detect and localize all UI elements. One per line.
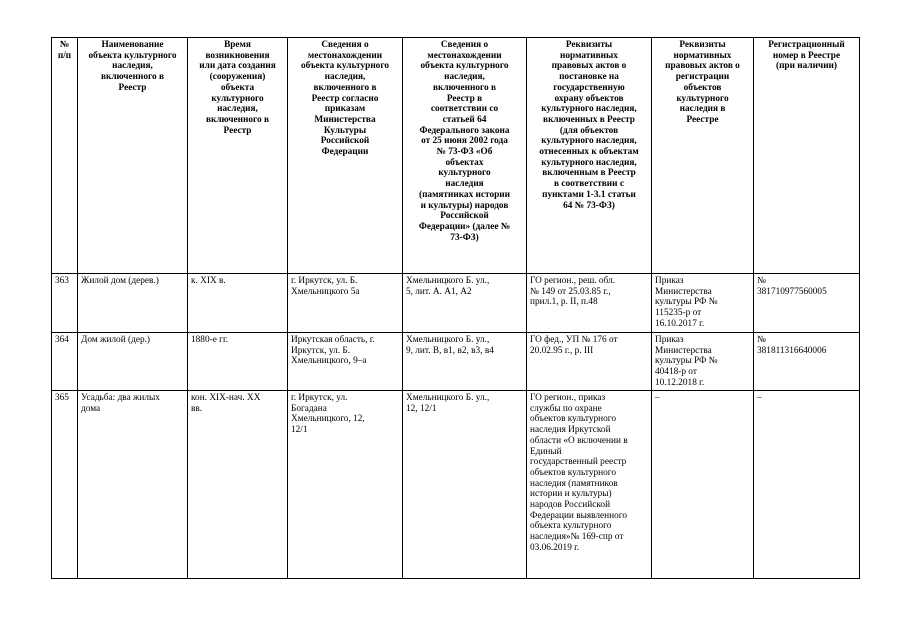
cell-protection-acts: ГО регион., реш. обл. № 149 от 25.03.85 г., прил.1, р. II, п.48 [527, 274, 652, 333]
cell-number: 363 [52, 274, 78, 333]
header-object-name: Наименование объекта культурного наследия, включенного в Реестр [78, 38, 188, 274]
cell-registration-acts: Приказ Министерства культуры РФ № 115235-р от 16.10.2017 г. [652, 274, 754, 333]
cell-location-ministry: Иркутская область, г. Иркутск, ул. Б. Хмельницкого, 9–а [288, 333, 403, 391]
header-location-ministry: Сведения о местонахождении объекта культурного наследия, включенного в Реестр согласно приказам Министерства Культуры Российской Федерации [288, 38, 403, 274]
cell-location-law: Хмельницкого Б. ул., 9, лит. В, в1, в2, в3, в4 [403, 333, 527, 391]
table-row [52, 274, 860, 333]
cell-registration-number: № 381811316640006 [754, 333, 860, 391]
cell-creation-date: к. XIX в. [188, 274, 288, 333]
cell-location-law: Хмельницкого Б. ул., 12, 12/1 [403, 391, 527, 579]
cell-creation-date: 1880-е гг. [188, 333, 288, 391]
cell-number: 364 [52, 333, 78, 391]
heritage-registry-table [51, 37, 860, 579]
header-registration-number: Регистрационный номер в Реестре (при наличии) [754, 38, 860, 274]
table-row [52, 333, 860, 391]
header-registration-acts: Реквизиты нормативных правовых актов о регистрации объектов культурного наследия в Реестре [652, 38, 754, 274]
header-creation-date: Время возникновения или дата создания (сооружения) объекта культурного наследия, включенного в Реестр [188, 38, 288, 274]
cell-registration-number: – [754, 391, 860, 579]
cell-creation-date: кон. XIX-нач. XX вв. [188, 391, 288, 579]
cell-object-name: Дом жилой (дер.) [78, 333, 188, 391]
header-number: № п/п [52, 38, 78, 274]
cell-location-law: Хмельницкого Б. ул., 5, лит. А. А1, А2 [403, 274, 527, 333]
cell-protection-acts: ГО фед., УП № 176 от 20.02.95 г., р. III [527, 333, 652, 391]
cell-location-ministry: г. Иркутск, ул. Б. Хмельницкого 5а [288, 274, 403, 333]
header-protection-acts: Реквизиты нормативных правовых актов о постановке на государственную охрану объектов культурного наследия, включенных в Реестр (для объектов культурного наследия, отнесенных к объектам культурного наследия, включенным в Реестр в соответствии с пунктами 1-3.1 статьи 64 № 73-ФЗ) [527, 38, 652, 274]
cell-registration-acts: Приказ Министерства культуры РФ № 40418-р от 10.12.2018 г. [652, 333, 754, 391]
table-row [52, 391, 860, 579]
cell-object-name: Жилой дом (дерев.) [78, 274, 188, 333]
header-location-law: Сведения о местонахождении объекта культурного наследия, включенного в Реестр в соответствии со статьей 64 Федерального закона от 25 июня 2002 года № 73-ФЗ «Об объектах культурного наследия (памятниках истории и культуры) народов Российской Федерации» (далее № 73-ФЗ) [403, 38, 527, 274]
cell-number: 365 [52, 391, 78, 579]
cell-registration-number: № 381710977560005 [754, 274, 860, 333]
cell-registration-acts: – [652, 391, 754, 579]
table-header-row [52, 38, 860, 274]
cell-protection-acts: ГО регион., приказ службы по охране объектов культурного наследия Иркутской области «О включении в Единый государственный реестр объектов культурного наследия (памятников истории и культуры) народов Российской Федерации выявленного объекта культурного наследия»№ 169-спр от 03.06.2019 г. [527, 391, 652, 579]
cell-location-ministry: г. Иркутск, ул. Богадана Хмельницкого, 12, 12/1 [288, 391, 403, 579]
document-page [51, 37, 860, 579]
cell-object-name: Усадьба: два жилых дома [78, 391, 188, 579]
